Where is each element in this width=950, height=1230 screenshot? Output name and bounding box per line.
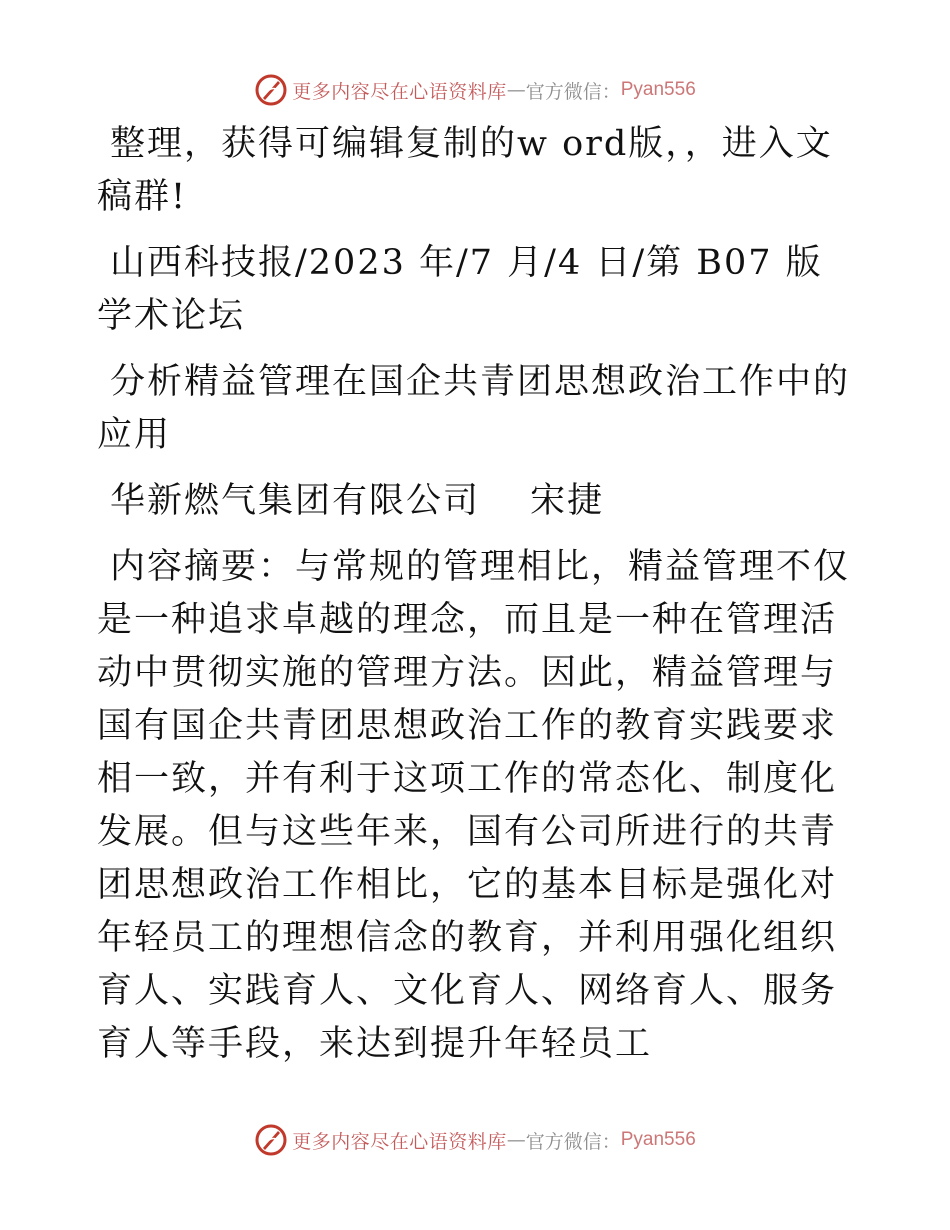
watermark-wechat-label: 官方微信：: [525, 1130, 621, 1153]
intro-paragraph: 整理，获得可编辑复制的w ord版，，进入文稿群!: [97, 124, 833, 217]
watermark-main-text: 更多内容尽在心语资料库: [292, 80, 507, 103]
quill-logo-icon: [254, 73, 288, 107]
document-body: [97, 118, 857, 1084]
article-title: 分析精益管理在国企共青团思想政治工作中的应用: [97, 362, 851, 455]
author-line: 华新燃气集团有限公司 宋捷: [110, 481, 605, 521]
watermark-separator: —: [506, 79, 526, 101]
watermark-wechat-id: Pyan556: [620, 1129, 696, 1150]
header-watermark: [0, 70, 950, 110]
quill-logo-icon: [254, 1123, 288, 1157]
source-line: 山西科技报/2023 年/7 月/4 日/第 B07 版学术论坛: [97, 243, 823, 336]
watermark-wechat-id: Pyan556: [620, 79, 696, 100]
watermark-wechat-label: 官方微信：: [525, 80, 621, 103]
watermark-main-text: 更多内容尽在心语资料库: [292, 1130, 507, 1153]
abstract-paragraph: 内容摘要：与常规的管理相比，精益管理不仅是一种追求卓越的理念，而且是一种在管理活动中贯彻实施的管理方法。因此，精益管理与国有国企共青团思想政治工作的教育实践要求相一致，并有利于这项工作的常态化、制度化发展。但与这些年来，国有公司所进行的共青团思想政治工作相比，它的基本目标是强化对年轻员工的理想信念的教育，并利用强化组织育人、实践育人、文化育人、网络育人、服务育人等手段，来达到提升年轻员工: [97, 547, 851, 1064]
footer-watermark: [0, 1120, 950, 1160]
watermark-separator: —: [506, 1129, 526, 1151]
